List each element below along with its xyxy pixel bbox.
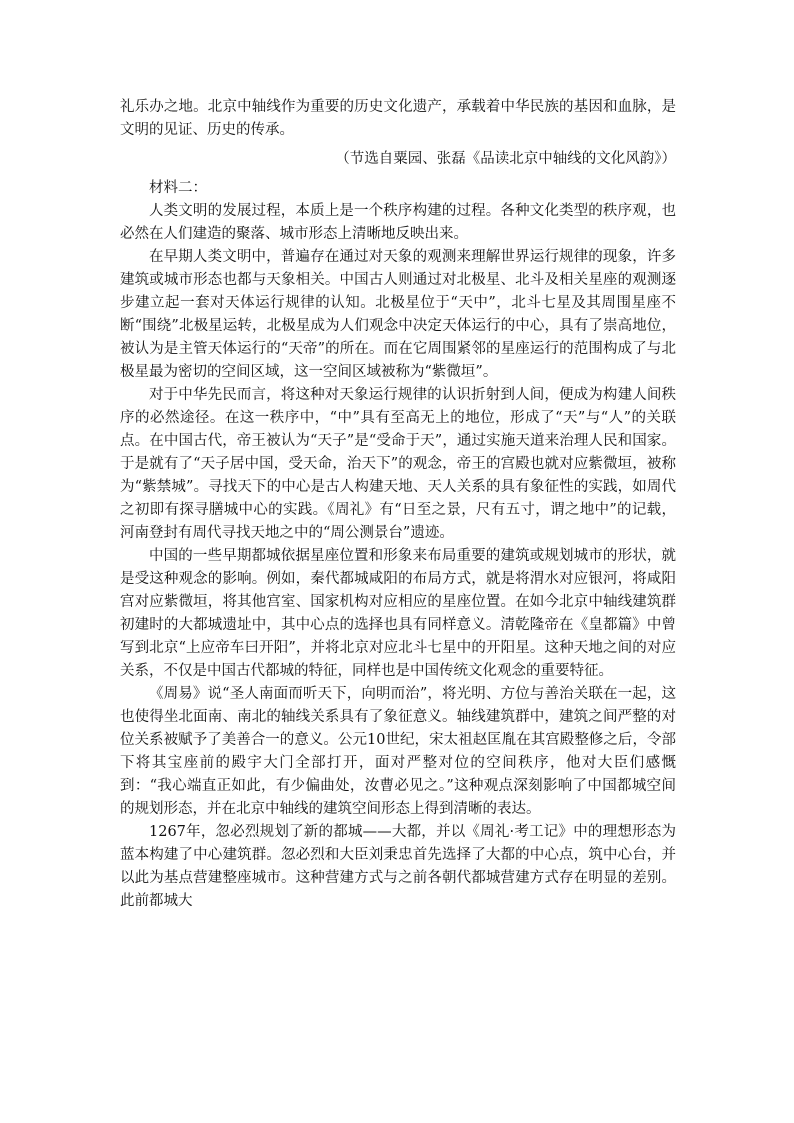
- paragraph: 人类文明的发展过程，本质上是一个秩序构建的过程。各种文化类型的秩序观，也必然在人们建造的聚落、城市形态上清晰地反映出来。: [120, 203, 676, 242]
- paragraph: 中国的一些早期都城依据星座位置和形象来布局重要的建筑或规划城市的形状，就是受这种观念的影响。例如，秦代都城咸阳的布局方式，就是将渭水对应银河，将咸阳宫对应紫微垣，将其他宫室、国家机构对应相应的星座位置。在如今北京中轴线建筑群初建时的大都城遗址中，其中心点的选择也具有同样意义。清乾隆帝在《皇都篇》中曾写到北京“上应帝车曰开阳”，并将北京对应北斗七星中的开阳星。这种天地之间的对应关系，不仅是中国古代都城的特征，同样也是中国传统文化观念的重要特征。: [120, 548, 676, 679]
- source-citation: （节选自粟园、张磊《品读北京中轴线的文化风韵》）: [335, 151, 676, 167]
- paragraph: 在早期人类文明中，普遍存在通过对天象的观测来理解世界运行规律的现象，许多建筑或城市形态也都与天象相关。中国古人则通过对北极星、北斗及相关星座的观测逐步建立起一套对天体运行规律的认知。北极星位于“天中”，北斗七星及其周围星座不断“围绕”北极星运转，北极星成为人们观念中决定天体运行的中心，具有了崇高地位，被认为是主管天体运行的“天帝”的所在。而在它周围紧邻的星座运行的范围构成了与北极星最为密切的空间区域，这一空间区域被称为“紫微垣”。: [120, 249, 676, 380]
- paragraph: 《周易》说“圣人南面而听天下，向明而治”，将光明、方位与善治关联在一起，这也使得坐北面南、南北的轴线关系具有了象征意义。轴线建筑群中，建筑之间严整的对位关系被赋予了美善合一的意义。公元10世纪，宋太祖赵匡胤在其宫殿整修之后，令部下将其宝座前的殿宇大门全部打开，面对严整对位的空间秩序，他对大臣们感慨到：“我心端直正如此，有少偏曲处，汝曹必见之。”这种观点深刻影响了中国都城空间的规划形态，并在北京中轴线的建筑空间形态上得到清晰的表达。: [120, 686, 676, 817]
- section-heading-material-two: 材料二：: [149, 180, 207, 196]
- paragraph: 对于中华先民而言，将这种对天象运行规律的认识折射到人间，便成为构建人间秩序的必然途径。在这一秩序中，“中”具有至高无上的地位，形成了“天”与“人”的关联点。在中国古代，帝王被认为“天子”是“受命于天”，通过实施天道来治理人民和国家。于是就有了“天子居中国，受天命，治天下”的观念，帝王的宫殿也就对应紫微垣，被称为“紫禁城”。寻找天下的中心是古人构建天地、天人关系的具有象征性的实践，如周代之初即有探寻膳城中心的实践。《周礼》有“日至之景，尺有五寸，谓之地中”的记载，河南登封有周代寻找天地之中的“周公测景台”遗迹。: [120, 387, 676, 541]
- paragraph: 1267年，忽必烈规划了新的都城——大都，并以《周礼·考工记》中的理想形态为蓝本构建了中心建筑群。忽必烈和大臣刘秉忠首先选择了大都的中心点，筑中心台，并以此为基点营建整座城市。这种营建方式与之前各朝代都城营建方式存在明显的差别。此前都城大: [120, 824, 676, 909]
- document-body: [120, 96, 676, 913]
- paragraph-continuation: 礼乐办之地。北京中轴线作为重要的历史文化遗产，承载着中华民族的基因和血脉，是文明的见证、历史的传承。: [120, 99, 676, 138]
